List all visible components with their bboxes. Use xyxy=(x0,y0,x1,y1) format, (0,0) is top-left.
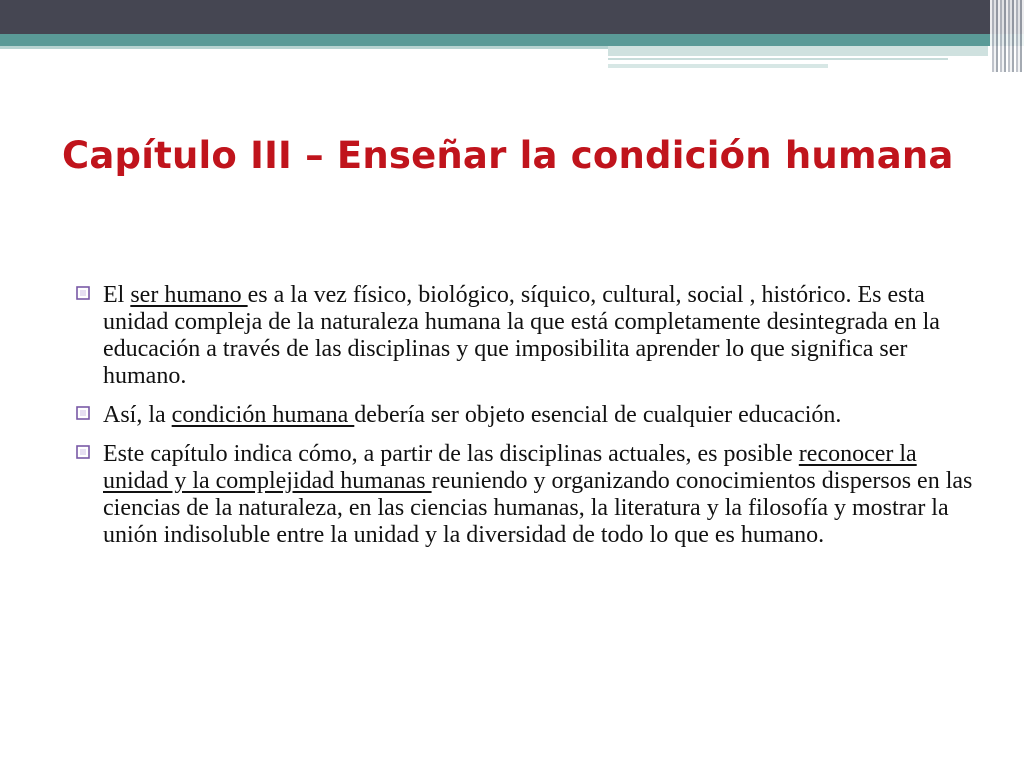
bullet-underlined-term: condición humana xyxy=(171,402,355,428)
bullet-text-prefix: Este capítulo indica cómo, a partir de las disciplinas actuales, es posible xyxy=(103,441,799,467)
bullet-text-prefix: Así, la xyxy=(103,402,172,428)
bullet-text: es a la vez físico, biológico, síquico, cultural, social , histórico. Es esta unidad compleja de la naturaleza humana la que está completamente desintegrada en la educación a través de las disciplinas y que imposibilita aprender lo que significa ser humano. xyxy=(103,282,940,389)
decorative-stripes xyxy=(990,0,1024,72)
hollow-square-bullet-icon xyxy=(76,406,90,420)
bullet-underlined-term: ser humano xyxy=(130,282,248,308)
hollow-square-bullet-icon xyxy=(76,445,90,459)
hollow-square-bullet-icon xyxy=(76,286,90,300)
bullet-list xyxy=(76,282,976,561)
top-header-band xyxy=(0,0,1024,34)
decorative-line xyxy=(608,46,988,56)
slide-title: Capítulo III – Enseñar la condición humana xyxy=(62,134,954,177)
decorative-line xyxy=(608,58,948,60)
bullet-text: debería ser objeto esencial de cualquier educación. xyxy=(354,402,842,428)
bullet-text: reuniendo y organizando conocimientos dispersos en las ciencias de la naturaleza, en las ciencias humanas, la literatura y la filosofía y mostrar la unión indisoluble entre la unidad y la diversidad de todo lo que es humano. xyxy=(103,468,973,548)
bullet-item xyxy=(76,282,976,390)
accent-thin-line xyxy=(0,46,608,49)
bullet-item xyxy=(76,402,976,429)
decorative-line xyxy=(608,64,828,68)
accent-band xyxy=(0,34,1024,46)
bullet-item xyxy=(76,441,976,549)
bullet-underlined-term: reconocer la unidad y la complejidad humanas xyxy=(103,441,917,494)
bullet-text-prefix: El xyxy=(103,282,131,308)
